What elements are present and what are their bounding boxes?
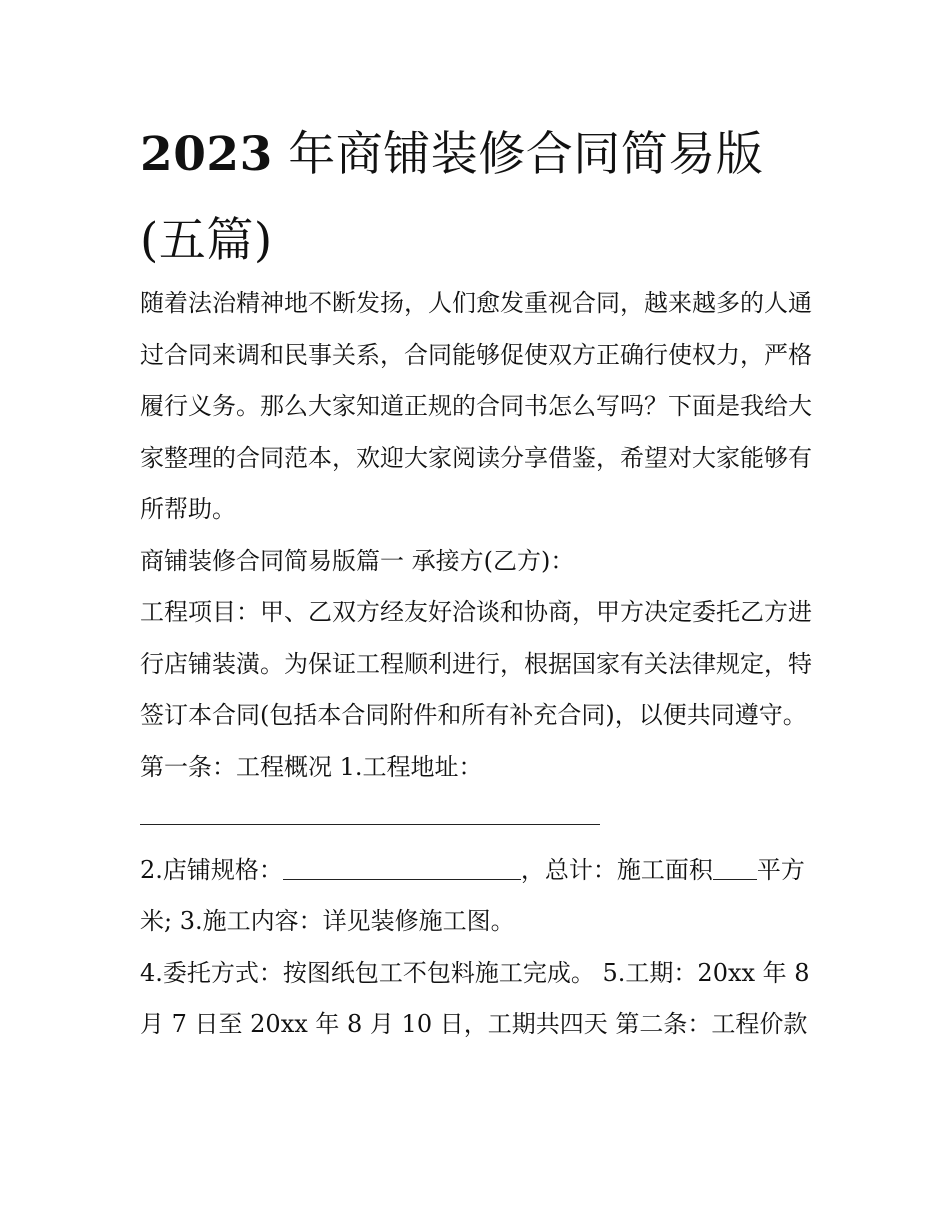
article-one-paragraph: 第一条：工程概况 1.工程地址： <box>140 752 483 781</box>
area-blank <box>713 857 757 880</box>
spec-middle: ，总计：施工面积 <box>520 855 713 884</box>
address-blank-line <box>140 793 600 845</box>
title-text: 年商铺装修合同简易版 <box>288 127 764 182</box>
project-paragraph: 工程项目：甲、乙双方经友好洽谈和协商，甲方决定委托乙方进行店铺装潢。为保证工程顺利进行，根据国家有关法律规定，特签订本合同(包括本合同附件和所有补充合同)，以便共同遵守。 <box>140 598 812 729</box>
spec-suffix: 平方米; 3.施工内容：详见装修施工图。 <box>140 855 805 935</box>
intro-paragraph: 随着法治精神地不断发扬，人们愈发重视合同，越来越多的人通过合同来调和民事关系，合同能够促使双方正确行使权力，严格履行义务。那么大家知道正规的合同书怎么写吗？下面是我给大家整理的合同范本，欢迎大家阅读分享借鉴，希望对大家能够有所帮助。 <box>140 289 812 523</box>
spec-prefix: 2.店铺规格： <box>140 855 283 884</box>
spec-paragraph <box>140 845 820 948</box>
title-line2: (五篇) <box>140 213 273 268</box>
commission-paragraph: 4.委托方式：按图纸包工不包料施工完成。 5.工期：20xx 年 8 月 7 日至 20xx 年 8 月 10 日，工期共四天 第二条：工程价款 <box>140 958 810 1038</box>
spec-blank <box>283 857 521 880</box>
document-body <box>140 278 820 1051</box>
section-heading: 商铺装修合同简易版篇一 承接方(乙方)： <box>140 546 575 575</box>
document-title <box>140 112 820 284</box>
title-year: 2023 <box>140 127 273 182</box>
